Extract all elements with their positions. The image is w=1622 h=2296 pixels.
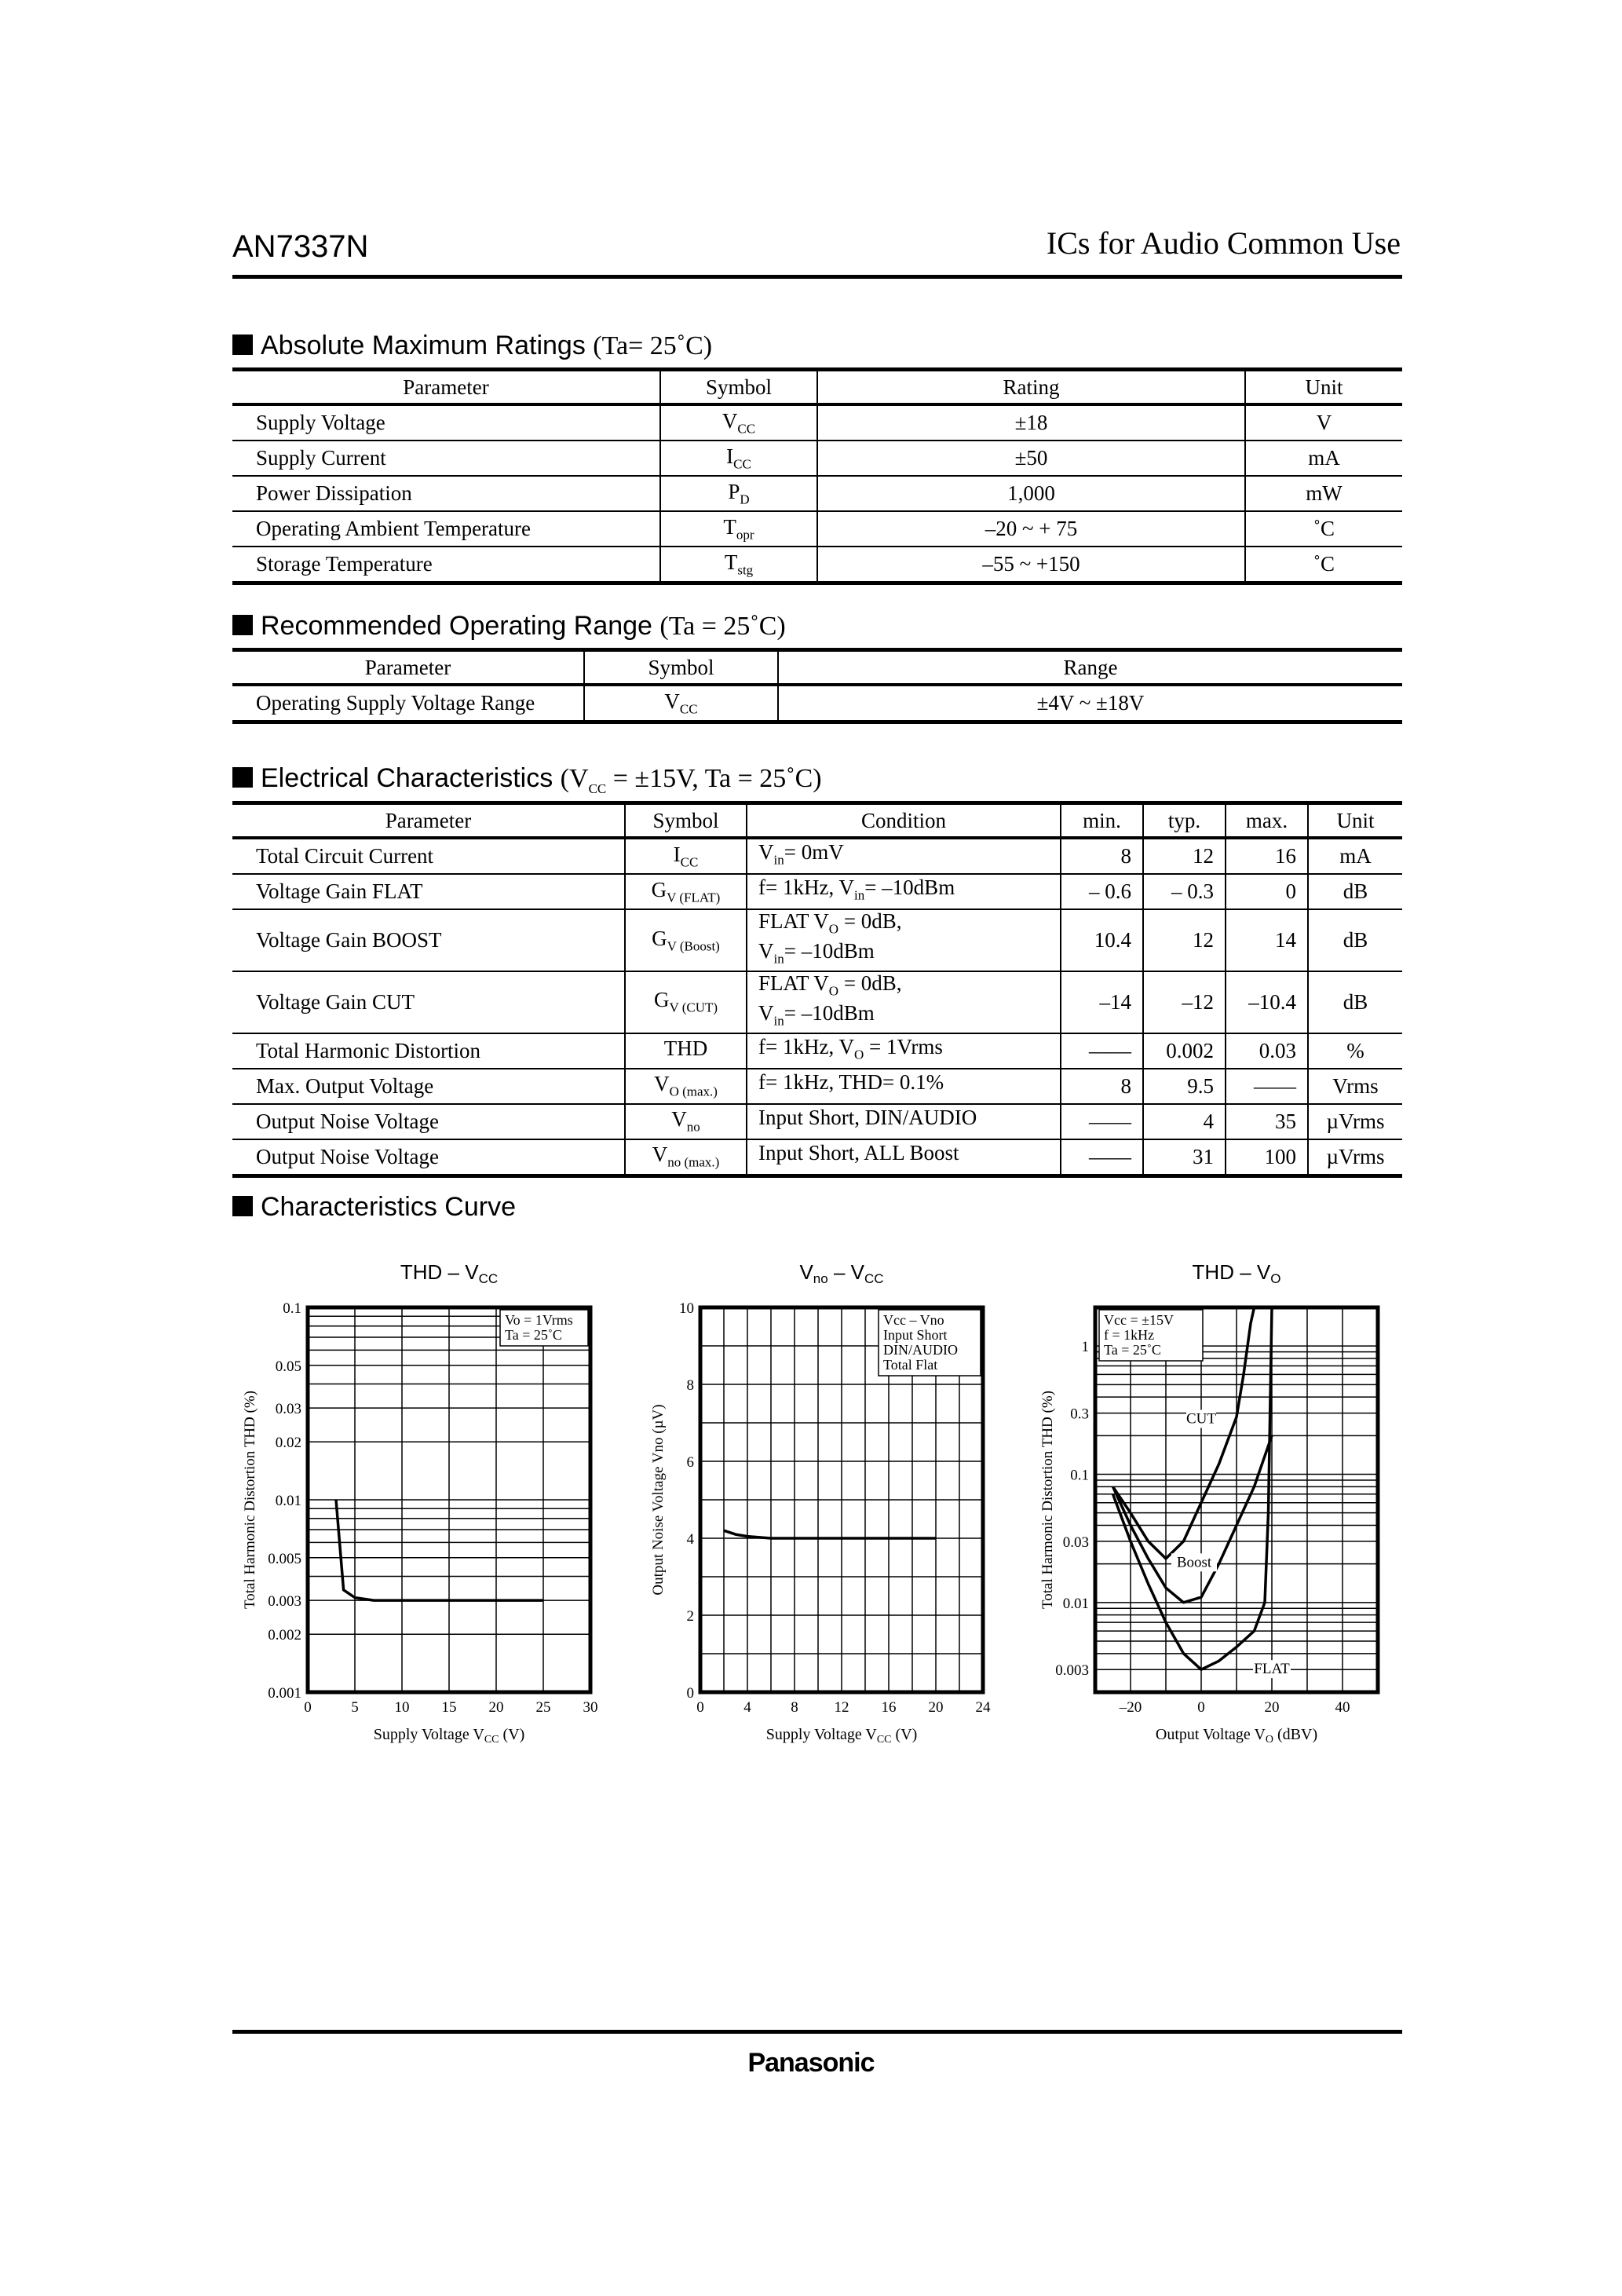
typ-cell: – 0.3 <box>1143 874 1226 909</box>
param-cell: Total Harmonic Distortion <box>232 1033 625 1069</box>
y-tick-label: 8 <box>686 1377 694 1394</box>
unit-cell: µVrms <box>1308 1139 1402 1176</box>
max-cell: 100 <box>1226 1139 1308 1176</box>
condition-cell: FLAT $V_O = 0dB$, $V_{in}= -10dBm$ <box>747 971 1061 1033</box>
symbol-cell: $T_{stg}$ <box>660 547 817 583</box>
symbol-cell: $I_{CC}$ <box>660 441 817 476</box>
param-cell: Supply Current <box>232 441 660 476</box>
param-cell: Output Noise Voltage <box>232 1104 625 1139</box>
col-header: typ. <box>1143 803 1226 839</box>
col-header: Unit <box>1308 803 1402 839</box>
square-bullet-icon <box>232 1196 253 1216</box>
x-tick-label: 5 <box>351 1699 359 1716</box>
min-cell: —— <box>1061 1104 1143 1139</box>
y-tick-label: 0.02 <box>275 1435 301 1452</box>
condition-cell: FLAT $V_O = 0dB$, $V_{in}= -10dBm$ <box>747 909 1061 971</box>
max-cell: 14 <box>1226 909 1308 971</box>
unit-cell: ˚C <box>1245 511 1402 547</box>
unit-cell: dB <box>1308 874 1402 909</box>
series-line-thd <box>336 1500 543 1600</box>
x-tick-label: 25 <box>535 1699 551 1716</box>
y-tick-label: 10 <box>679 1300 694 1317</box>
max-cell: 16 <box>1226 838 1308 874</box>
elec-condition: ($V_{CC} = \pm 15V$, Ta = 25˚C) <box>560 764 822 796</box>
panasonic-logo: Panasonic <box>747 2048 875 2078</box>
col-header: Unit <box>1245 370 1402 405</box>
condition-cell: f= 1kHz, $V_{in}= -10dBm$ <box>747 874 1061 909</box>
param-cell: Voltage Gain CUT <box>232 971 625 1033</box>
x-tick-label: 20 <box>488 1699 504 1716</box>
y-tick-label: 0.05 <box>275 1358 301 1375</box>
min-cell: 8 <box>1061 1069 1143 1104</box>
x-tick-label: 0 <box>696 1699 704 1716</box>
rating-cell: –20 ~ + 75 <box>817 511 1245 547</box>
param-cell: Voltage Gain FLAT <box>232 874 625 909</box>
elec-table <box>232 801 1402 1178</box>
x-tick-label: 0 <box>304 1699 312 1716</box>
y-tick-label: 0.003 <box>268 1593 301 1610</box>
max-cell: —— <box>1226 1069 1308 1104</box>
y-axis-label: Output Noise Voltage Vno (µV) <box>650 1404 667 1596</box>
typ-cell: 12 <box>1143 838 1226 874</box>
table-row <box>232 1069 1402 1104</box>
symbol-cell: $V_{no}$ <box>625 1104 747 1139</box>
x-tick-label: 15 <box>441 1699 457 1716</box>
symbol-cell: $G_{V (CUT)}$ <box>625 971 747 1033</box>
thd-vcc-chart <box>236 1252 612 1746</box>
unit-cell: dB <box>1308 909 1402 971</box>
legend-text: f = 1kHz <box>1104 1327 1155 1343</box>
chart-title: THD – VO <box>1192 1260 1281 1286</box>
x-tick-label: 12 <box>834 1699 849 1716</box>
unit-cell: Vrms <box>1308 1069 1402 1104</box>
vno-vcc-chart <box>644 1252 1013 1746</box>
typ-cell: 12 <box>1143 909 1226 971</box>
symbol-cell: $P_D$ <box>660 476 817 511</box>
x-tick-label: 10 <box>394 1699 410 1716</box>
table-header-row <box>232 650 1402 686</box>
unit-cell: V <box>1245 404 1402 441</box>
condition-cell: f= 1kHz, THD= 0.1% <box>747 1069 1061 1104</box>
x-tick-label: 0 <box>1197 1699 1205 1716</box>
unit-cell: mA <box>1308 838 1402 874</box>
col-header: Symbol <box>584 650 778 686</box>
table-row <box>232 1139 1402 1176</box>
y-tick-label: 0.1 <box>1070 1467 1089 1484</box>
range-cell: ±4V ~ ±18V <box>778 685 1402 722</box>
col-header: Parameter <box>232 650 584 686</box>
y-tick-label: 0.3 <box>1070 1406 1089 1423</box>
table-row <box>232 909 1402 971</box>
condition-cell: Input Short, ALL Boost <box>747 1139 1061 1176</box>
max-cell: 0 <box>1226 874 1308 909</box>
series-label-cut: CUT <box>1186 1410 1216 1428</box>
x-axis-label: Output Voltage $V_O$ (dBV) <box>1155 1726 1318 1746</box>
series-label-boost: Boost <box>1176 1554 1212 1571</box>
x-tick-label: 16 <box>881 1699 897 1716</box>
max-cell: –10.4 <box>1226 971 1308 1033</box>
condition-cell: f= 1kHz, $V_O$ = 1Vrms <box>747 1033 1061 1069</box>
y-tick-label: 0.01 <box>1062 1595 1089 1612</box>
y-tick-label: 0.03 <box>1062 1534 1089 1551</box>
curves-heading <box>232 1192 516 1223</box>
col-header: Symbol <box>625 803 747 839</box>
typ-cell: 0.002 <box>1143 1033 1226 1069</box>
x-tick-label: 8 <box>791 1699 798 1716</box>
param-cell: Storage Temperature <box>232 547 660 583</box>
symbol-cell: $T_{opr}$ <box>660 511 817 547</box>
y-tick-label: 2 <box>686 1608 694 1625</box>
param-cell: Max. Output Voltage <box>232 1069 625 1104</box>
rec-op-condition: (Ta = 25˚C) <box>659 612 786 641</box>
table-row <box>232 547 1402 583</box>
unit-cell: mA <box>1245 441 1402 476</box>
x-tick-label: 30 <box>583 1699 598 1716</box>
condition-cell: $V_{in}= 0mV$ <box>747 838 1061 874</box>
x-tick-label: 24 <box>975 1699 991 1716</box>
document-category: ICs for Audio Common Use <box>1046 225 1401 261</box>
condition-cell: Input Short, DIN/AUDIO <box>747 1104 1061 1139</box>
abs-max-table <box>232 367 1402 585</box>
y-tick-label: 0.002 <box>268 1627 301 1644</box>
table-row <box>232 685 1402 722</box>
chart-title: Vno – VCC <box>799 1260 884 1286</box>
y-tick-label: 0.003 <box>1055 1662 1089 1680</box>
min-cell: 8 <box>1061 838 1143 874</box>
y-tick-label: 0.03 <box>275 1401 301 1418</box>
col-header: min. <box>1061 803 1143 839</box>
typ-cell: 31 <box>1143 1139 1226 1176</box>
legend-text: DIN/AUDIO <box>883 1342 958 1358</box>
y-tick-label: 0.01 <box>275 1493 301 1509</box>
typ-cell: 9.5 <box>1143 1069 1226 1104</box>
col-header: Symbol <box>660 370 817 405</box>
elec-title: Electrical Characteristics <box>261 763 553 793</box>
header-rule <box>232 275 1402 279</box>
footer-rule <box>232 2030 1402 2034</box>
abs-max-condition: (Ta= 25˚C) <box>593 331 713 360</box>
col-header: Condition <box>747 803 1061 839</box>
square-bullet-icon <box>232 767 253 788</box>
col-header: Parameter <box>232 803 625 839</box>
max-cell: 35 <box>1226 1104 1308 1139</box>
min-cell: – 0.6 <box>1061 874 1143 909</box>
x-tick-label: 20 <box>928 1699 944 1716</box>
y-tick-label: 4 <box>686 1531 694 1548</box>
param-cell: Output Noise Voltage <box>232 1139 625 1176</box>
col-header: Rating <box>817 370 1245 405</box>
param-cell: Operating Ambient Temperature <box>232 511 660 547</box>
legend-text: Total Flat <box>883 1357 938 1373</box>
legend-text: Ta = 25˚C <box>505 1327 562 1343</box>
min-cell: —— <box>1061 1139 1143 1176</box>
symbol-cell: $G_{V (Boost)}$ <box>625 909 747 971</box>
table-row <box>232 476 1402 511</box>
y-axis-label: Total Harmonic Distortion THD (%) <box>242 1391 258 1609</box>
rec-op-heading <box>232 611 786 642</box>
unit-cell: dB <box>1308 971 1402 1033</box>
abs-max-title: Absolute Maximum Ratings <box>261 331 586 360</box>
typ-cell: 4 <box>1143 1104 1226 1139</box>
param-cell: Voltage Gain BOOST <box>232 909 625 971</box>
series-line-vno <box>724 1530 936 1538</box>
symbol-cell: $V_{O (max.)}$ <box>625 1069 747 1104</box>
unit-cell: µVrms <box>1308 1104 1402 1139</box>
elec-heading <box>232 763 822 797</box>
table-row <box>232 1104 1402 1139</box>
y-tick-label: 0 <box>686 1685 694 1702</box>
x-axis-label: Supply Voltage $V_{CC}$ (V) <box>765 1726 918 1746</box>
rec-op-title: Recommended Operating Range <box>261 611 652 641</box>
thd-vo-chart <box>1036 1252 1405 1746</box>
unit-cell: ˚C <box>1245 547 1402 583</box>
symbol-cell: THD <box>625 1033 747 1069</box>
chart-title: THD – VCC <box>400 1260 499 1286</box>
y-tick-label: 0.1 <box>283 1300 301 1317</box>
param-cell: Supply Voltage <box>232 404 660 441</box>
x-tick-label: 4 <box>743 1699 751 1716</box>
unit-cell: mW <box>1245 476 1402 511</box>
min-cell: —— <box>1061 1033 1143 1069</box>
max-cell: 0.03 <box>1226 1033 1308 1069</box>
min-cell: 10.4 <box>1061 909 1143 971</box>
table-row <box>232 404 1402 441</box>
x-tick-label: 40 <box>1335 1699 1350 1716</box>
legend-text: Ta = 25˚C <box>1104 1342 1161 1358</box>
unit-cell: % <box>1308 1033 1402 1069</box>
y-tick-label: 0.005 <box>268 1550 301 1567</box>
symbol-cell: $V_{CC}$ <box>660 404 817 441</box>
rating-cell: ±50 <box>817 441 1245 476</box>
square-bullet-icon <box>232 335 253 355</box>
y-tick-label: 1 <box>1081 1339 1089 1356</box>
abs-max-heading <box>232 331 712 361</box>
table-row <box>232 838 1402 874</box>
rating-cell: –55 ~ +150 <box>817 547 1245 583</box>
param-cell: Power Dissipation <box>232 476 660 511</box>
table-header-row <box>232 803 1402 839</box>
rating-cell: 1,000 <box>817 476 1245 511</box>
table-row <box>232 441 1402 476</box>
col-header: max. <box>1226 803 1308 839</box>
legend-text: Input Short <box>883 1327 948 1343</box>
min-cell: –14 <box>1061 971 1143 1033</box>
y-tick-label: 6 <box>686 1454 694 1471</box>
y-axis-label: Total Harmonic Distortion THD (%) <box>1039 1391 1056 1609</box>
y-tick-label: 0.001 <box>268 1685 301 1702</box>
table-row <box>232 971 1402 1033</box>
legend-text: Vo = 1Vrms <box>505 1312 573 1328</box>
legend-text: Vcc = ±15V <box>1104 1312 1174 1328</box>
typ-cell: –12 <box>1143 971 1226 1033</box>
curves-title: Characteristics Curve <box>261 1192 516 1222</box>
rec-op-table <box>232 648 1402 724</box>
col-header: Range <box>778 650 1402 686</box>
table-row <box>232 874 1402 909</box>
symbol-cell: $V_{CC}$ <box>584 685 778 722</box>
table-row <box>232 1033 1402 1069</box>
symbol-cell: $G_{V (FLAT)}$ <box>625 874 747 909</box>
x-tick-label: –20 <box>1119 1699 1142 1716</box>
part-number: AN7337N <box>232 229 369 264</box>
param-cell: Total Circuit Current <box>232 838 625 874</box>
param-cell: Operating Supply Voltage Range <box>232 685 584 722</box>
col-header: Parameter <box>232 370 660 405</box>
symbol-cell: $V_{no (max.)}$ <box>625 1139 747 1176</box>
legend-text: Vcc – Vno <box>883 1312 944 1328</box>
table-row <box>232 511 1402 547</box>
x-axis-label: Supply Voltage $V_{CC}$ (V) <box>373 1726 525 1746</box>
series-label-flat: FLAT <box>1254 1661 1290 1678</box>
square-bullet-icon <box>232 615 253 635</box>
symbol-cell: $I_{CC}$ <box>625 838 747 874</box>
x-tick-label: 20 <box>1264 1699 1280 1716</box>
table-header-row <box>232 370 1402 405</box>
rating-cell: ±18 <box>817 404 1245 441</box>
